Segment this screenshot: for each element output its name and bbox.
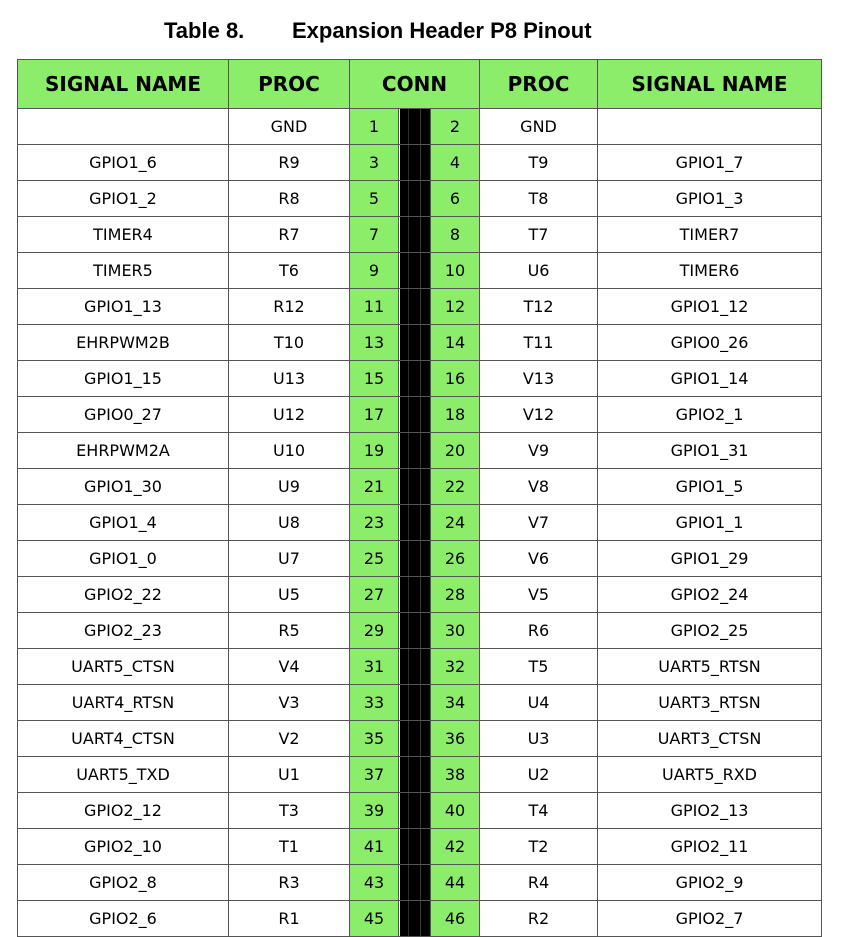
cell-proc-right: T9 — [480, 145, 598, 181]
cell-signal-left: UART4_RTSN — [18, 685, 229, 721]
table-row — [18, 361, 822, 397]
cell-signal-right: GPIO2_25 — [598, 613, 822, 649]
connector-header-graphic — [400, 721, 430, 756]
connector-strip — [399, 109, 431, 145]
cell-pin-right: 42 — [431, 829, 480, 865]
cell-signal-right: TIMER6 — [598, 253, 822, 289]
cell-pin-left: 33 — [350, 685, 399, 721]
connector-strip — [399, 505, 431, 541]
cell-proc-left: U1 — [229, 757, 350, 793]
cell-pin-left: 39 — [350, 793, 399, 829]
cell-pin-right: 26 — [431, 541, 480, 577]
cell-pin-right: 10 — [431, 253, 480, 289]
cell-signal-left: GPIO1_15 — [18, 361, 229, 397]
cell-signal-left — [18, 109, 229, 145]
cell-proc-right: V8 — [480, 469, 598, 505]
cell-signal-left: GPIO2_23 — [18, 613, 229, 649]
cell-proc-left: U8 — [229, 505, 350, 541]
table-row — [18, 721, 822, 757]
connector-strip — [399, 253, 431, 289]
cell-pin-left: 23 — [350, 505, 399, 541]
cell-proc-right: V13 — [480, 361, 598, 397]
table-caption — [0, 14, 844, 48]
cell-pin-right: 18 — [431, 397, 480, 433]
connector-strip — [399, 289, 431, 325]
cell-pin-left: 11 — [350, 289, 399, 325]
cell-pin-right: 34 — [431, 685, 480, 721]
cell-pin-right: 24 — [431, 505, 480, 541]
connector-strip — [399, 721, 431, 757]
cell-signal-left: GPIO0_27 — [18, 397, 229, 433]
header-row — [18, 60, 822, 109]
connector-strip — [399, 469, 431, 505]
cell-proc-right: R6 — [480, 613, 598, 649]
cell-signal-right: GPIO2_7 — [598, 901, 822, 937]
connector-strip — [399, 145, 431, 181]
connector-header-graphic — [400, 361, 430, 396]
cell-proc-left: U9 — [229, 469, 350, 505]
cell-proc-right: V12 — [480, 397, 598, 433]
table-row — [18, 901, 822, 937]
cell-pin-right: 4 — [431, 145, 480, 181]
connector-header-graphic — [400, 181, 430, 216]
cell-signal-left: GPIO1_13 — [18, 289, 229, 325]
table-title: Expansion Header P8 Pinout — [292, 18, 592, 43]
cell-proc-left: T10 — [229, 325, 350, 361]
connector-header-graphic — [400, 217, 430, 252]
cell-proc-left: R3 — [229, 865, 350, 901]
cell-pin-right: 28 — [431, 577, 480, 613]
cell-pin-right: 44 — [431, 865, 480, 901]
cell-pin-left: 7 — [350, 217, 399, 253]
cell-signal-left: GPIO1_30 — [18, 469, 229, 505]
cell-proc-right: T4 — [480, 793, 598, 829]
connector-strip — [399, 613, 431, 649]
connector-header-graphic — [400, 289, 430, 324]
connector-strip — [399, 865, 431, 901]
cell-signal-right: UART3_CTSN — [598, 721, 822, 757]
table-row — [18, 109, 822, 145]
table-row — [18, 253, 822, 289]
cell-signal-left: GPIO2_8 — [18, 865, 229, 901]
cell-pin-left: 37 — [350, 757, 399, 793]
connector-header-graphic — [400, 433, 430, 468]
cell-proc-left: U10 — [229, 433, 350, 469]
cell-proc-right: U2 — [480, 757, 598, 793]
cell-signal-right: UART5_RXD — [598, 757, 822, 793]
connector-header-graphic — [400, 577, 430, 612]
table-row — [18, 433, 822, 469]
cell-signal-right: GPIO2_13 — [598, 793, 822, 829]
cell-proc-left: U13 — [229, 361, 350, 397]
pinout-rows — [18, 109, 822, 937]
cell-signal-right: UART5_RTSN — [598, 649, 822, 685]
connector-strip — [399, 433, 431, 469]
connector-header-graphic — [400, 793, 430, 828]
connector-header-graphic — [400, 829, 430, 864]
connector-strip — [399, 685, 431, 721]
table-number: Table 8. — [164, 18, 245, 43]
cell-pin-right: 16 — [431, 361, 480, 397]
cell-pin-left: 45 — [350, 901, 399, 937]
cell-proc-right: V9 — [480, 433, 598, 469]
table-row — [18, 325, 822, 361]
header-conn: CONN — [350, 60, 480, 109]
cell-proc-left: T1 — [229, 829, 350, 865]
cell-pin-left: 21 — [350, 469, 399, 505]
table-row — [18, 289, 822, 325]
cell-pin-right: 38 — [431, 757, 480, 793]
cell-proc-left: R9 — [229, 145, 350, 181]
cell-signal-left: EHRPWM2B — [18, 325, 229, 361]
cell-proc-right: T5 — [480, 649, 598, 685]
cell-pin-left: 35 — [350, 721, 399, 757]
cell-pin-right: 2 — [431, 109, 480, 145]
cell-signal-left: UART5_CTSN — [18, 649, 229, 685]
cell-pin-right: 8 — [431, 217, 480, 253]
connector-strip — [399, 793, 431, 829]
cell-proc-left: V3 — [229, 685, 350, 721]
connector-header-graphic — [400, 505, 430, 540]
cell-pin-right: 32 — [431, 649, 480, 685]
connector-strip — [399, 901, 431, 937]
table-row — [18, 613, 822, 649]
cell-proc-left: U12 — [229, 397, 350, 433]
cell-pin-right: 36 — [431, 721, 480, 757]
cell-signal-left: GPIO1_2 — [18, 181, 229, 217]
table-row — [18, 181, 822, 217]
cell-proc-right: U4 — [480, 685, 598, 721]
connector-strip — [399, 217, 431, 253]
pinout-table — [17, 59, 822, 937]
connector-header-graphic — [400, 469, 430, 504]
cell-pin-left: 13 — [350, 325, 399, 361]
cell-pin-right: 14 — [431, 325, 480, 361]
connector-header-graphic — [400, 541, 430, 576]
table-row — [18, 145, 822, 181]
connector-header-graphic — [400, 649, 430, 684]
connector-strip — [399, 181, 431, 217]
cell-signal-left: GPIO2_6 — [18, 901, 229, 937]
cell-proc-left: T3 — [229, 793, 350, 829]
cell-signal-right: GPIO2_9 — [598, 865, 822, 901]
connector-header-graphic — [400, 865, 430, 900]
cell-signal-right: TIMER7 — [598, 217, 822, 253]
cell-pin-right: 12 — [431, 289, 480, 325]
cell-signal-right: GPIO1_3 — [598, 181, 822, 217]
table-row — [18, 217, 822, 253]
cell-proc-right: U6 — [480, 253, 598, 289]
cell-signal-right: UART3_RTSN — [598, 685, 822, 721]
connector-strip — [399, 577, 431, 613]
cell-proc-left: R1 — [229, 901, 350, 937]
table-row — [18, 649, 822, 685]
connector-header-graphic — [400, 325, 430, 360]
cell-proc-right: U3 — [480, 721, 598, 757]
connector-strip — [399, 541, 431, 577]
connector-header-graphic — [400, 757, 430, 792]
cell-proc-right: R2 — [480, 901, 598, 937]
cell-proc-left: U5 — [229, 577, 350, 613]
table-row — [18, 865, 822, 901]
cell-proc-left: R12 — [229, 289, 350, 325]
cell-pin-left: 41 — [350, 829, 399, 865]
cell-proc-right: R4 — [480, 865, 598, 901]
cell-proc-left: R8 — [229, 181, 350, 217]
cell-pin-right: 40 — [431, 793, 480, 829]
cell-proc-left: R7 — [229, 217, 350, 253]
connector-strip — [399, 397, 431, 433]
connector-strip — [399, 361, 431, 397]
connector-header-graphic — [400, 901, 430, 936]
cell-pin-left: 17 — [350, 397, 399, 433]
cell-signal-left: UART5_TXD — [18, 757, 229, 793]
cell-proc-right: T11 — [480, 325, 598, 361]
cell-proc-left: V4 — [229, 649, 350, 685]
cell-pin-left: 15 — [350, 361, 399, 397]
table-row — [18, 757, 822, 793]
cell-signal-left: GPIO1_6 — [18, 145, 229, 181]
cell-proc-right: T12 — [480, 289, 598, 325]
cell-signal-right: GPIO2_24 — [598, 577, 822, 613]
cell-signal-right: GPIO0_26 — [598, 325, 822, 361]
connector-header-graphic — [400, 397, 430, 432]
cell-pin-left: 19 — [350, 433, 399, 469]
cell-signal-right: GPIO1_7 — [598, 145, 822, 181]
cell-pin-left: 1 — [350, 109, 399, 145]
cell-pin-left: 9 — [350, 253, 399, 289]
connector-header-graphic — [400, 253, 430, 288]
header-proc-left: PROC — [229, 60, 350, 109]
connector-header-graphic — [400, 109, 430, 144]
cell-signal-right: GPIO2_11 — [598, 829, 822, 865]
cell-pin-left: 27 — [350, 577, 399, 613]
cell-signal-right — [598, 109, 822, 145]
cell-proc-right: V5 — [480, 577, 598, 613]
cell-proc-left: T6 — [229, 253, 350, 289]
cell-pin-left: 3 — [350, 145, 399, 181]
cell-proc-right: T7 — [480, 217, 598, 253]
connector-strip — [399, 649, 431, 685]
header-signal-name-right: SIGNAL NAME — [598, 60, 822, 109]
cell-signal-right: GPIO1_1 — [598, 505, 822, 541]
table-row — [18, 505, 822, 541]
connector-header-graphic — [400, 685, 430, 720]
cell-pin-left: 31 — [350, 649, 399, 685]
connector-strip — [399, 829, 431, 865]
cell-proc-right: V7 — [480, 505, 598, 541]
table-row — [18, 685, 822, 721]
table-row — [18, 469, 822, 505]
cell-proc-left: R5 — [229, 613, 350, 649]
header-proc-right: PROC — [480, 60, 598, 109]
cell-signal-left: TIMER5 — [18, 253, 229, 289]
cell-signal-right: GPIO1_14 — [598, 361, 822, 397]
connector-strip — [399, 757, 431, 793]
cell-proc-right: T2 — [480, 829, 598, 865]
cell-proc-right: GND — [480, 109, 598, 145]
cell-proc-right: V6 — [480, 541, 598, 577]
cell-proc-right: T8 — [480, 181, 598, 217]
cell-pin-left: 5 — [350, 181, 399, 217]
cell-proc-left: GND — [229, 109, 350, 145]
cell-signal-left: GPIO2_12 — [18, 793, 229, 829]
cell-pin-left: 29 — [350, 613, 399, 649]
table-row — [18, 541, 822, 577]
cell-signal-left: EHRPWM2A — [18, 433, 229, 469]
connector-header-graphic — [400, 613, 430, 648]
table-row — [18, 577, 822, 613]
cell-signal-right: GPIO1_12 — [598, 289, 822, 325]
cell-pin-left: 43 — [350, 865, 399, 901]
cell-signal-left: GPIO1_0 — [18, 541, 229, 577]
connector-header-graphic — [400, 145, 430, 180]
cell-signal-left: UART4_CTSN — [18, 721, 229, 757]
cell-proc-left: V2 — [229, 721, 350, 757]
cell-signal-left: TIMER4 — [18, 217, 229, 253]
table-row — [18, 397, 822, 433]
cell-pin-right: 20 — [431, 433, 480, 469]
cell-pin-right: 30 — [431, 613, 480, 649]
cell-signal-right: GPIO1_29 — [598, 541, 822, 577]
cell-signal-right: GPIO2_1 — [598, 397, 822, 433]
cell-pin-right: 46 — [431, 901, 480, 937]
connector-strip — [399, 325, 431, 361]
header-signal-name-left: SIGNAL NAME — [18, 60, 229, 109]
table-row — [18, 829, 822, 865]
table-row — [18, 793, 822, 829]
cell-signal-right: GPIO1_31 — [598, 433, 822, 469]
cell-pin-right: 6 — [431, 181, 480, 217]
cell-signal-right: GPIO1_5 — [598, 469, 822, 505]
cell-signal-left: GPIO2_10 — [18, 829, 229, 865]
cell-pin-left: 25 — [350, 541, 399, 577]
cell-proc-left: U7 — [229, 541, 350, 577]
cell-pin-right: 22 — [431, 469, 480, 505]
cell-signal-left: GPIO1_4 — [18, 505, 229, 541]
cell-signal-left: GPIO2_22 — [18, 577, 229, 613]
